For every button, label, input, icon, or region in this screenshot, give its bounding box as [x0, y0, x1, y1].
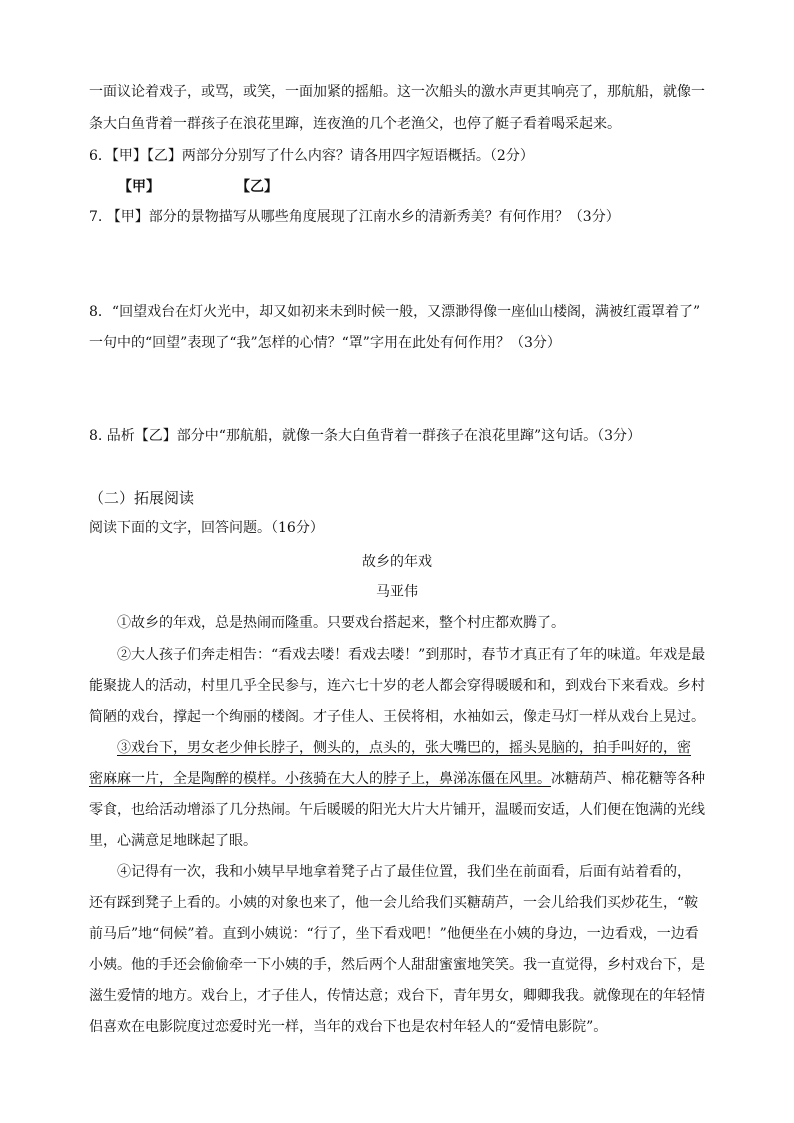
paragraph-4-line: 侣喜欢在电影院度过恋爱时光一样，当年的戏台下也是农村年轻人的“爱情电影院”。 — [89, 1019, 608, 1035]
question-text: 7. 【甲】部分的景物描写从哪些角度展现了江南水乡的清新秀美？有何作用？（3分） — [89, 209, 620, 225]
paragraph-4-line: 还有踩到凳子上看的。小姨的对象也来了，他一会儿给我们买糖葫芦，一会儿给我们买炒花生，“鞍 — [89, 895, 699, 911]
paragraph-1: ①故乡的年戏，总是热闹而隆重。只要戏台搭起来，整个村庄都欢腾了。 — [117, 615, 565, 631]
passage-line: 条大白鱼背着一群孩子在浪花里蹿，连夜渔的几个老渔父，也停了艇子看着喝采起来。 — [89, 116, 621, 132]
answer-label-yi: 【乙】 — [236, 179, 278, 195]
paragraph-3-line-underlined: ③戏台下，男女老少伸长脖子，侧头的，点头的，张大嘴巴的，摇头晃脑的，拍手叫好的，密 — [117, 740, 691, 756]
answer-label-jia: 【甲】 — [118, 179, 160, 195]
paragraph-3-line: 里，心满意足地眯起了眼。 — [89, 833, 257, 849]
paragraph-3-line — [89, 769, 705, 789]
section-heading: （二）拓展阅读 — [89, 489, 195, 507]
passage-line: 一面议论着戏子，或骂，或笑，一面加紧的摇船。这一次船头的激水声更其响亮了，那航船，就像一 — [89, 84, 705, 100]
paragraph-4-line: 滋生爱情的地方。戏台上，才子佳人，传情达意；戏台下，青年男女，卿卿我我。就像现在的年轻情 — [89, 988, 705, 1004]
paragraph-3-line: 零食，也给活动增添了几分热闹。午后暖暖的阳光大片大片铺开，温暖而安适，人们便在饱满的光线 — [89, 802, 705, 818]
section-instruction: 阅读下面的文字，回答问题。（16分） — [89, 520, 324, 536]
paragraph-4-line: ④记得有一次，我和小姨早早地拿着凳子占了最佳位置，我们坐在前面看，后面有站着看的， — [117, 864, 691, 880]
question-text: 8．“回望戏台在灯火光中，却又如初来未到时候一般，又漂渺得像一座仙山楼阁，满被红霞罩着了” — [89, 304, 701, 320]
article-title: 故乡的年戏 — [362, 554, 432, 570]
question-text: 一句中的“回望”表现了“我”怎样的心情？“罩”字用在此处有何作用？（3分） — [89, 335, 561, 351]
article-author: 马亚伟 — [376, 584, 418, 600]
plain-text: 冰糖葫芦、棉花糖等各种 — [551, 771, 705, 787]
paragraph-2-line: 能聚拢人的活动，村里几乎全民参与，连六七十岁的老人都会穿得暖暖和和，到戏台下来看戏。乡村 — [89, 678, 705, 694]
paragraph-2-line: ②大人孩子们奔走相告：“看戏去喽！看戏去喽！”到那时，春节才真正有了年的味道。年戏是最 — [117, 647, 706, 663]
paragraph-2-line: 简陋的戏台，撑起一个绚丽的楼阁。才子佳人、王侯将相，水袖如云，像走马灯一样从戏台上晃过。 — [89, 709, 705, 725]
paragraph-4-line: 小姨。他的手还会偷偷牵一下小姨的手，然后两个人甜甜蜜蜜地笑笑。我一直觉得，乡村戏台下，是 — [89, 957, 705, 973]
question-text: 8. 品析【乙】部分中“那航船，就像一条大白鱼背着一群孩子在浪花里蹿”这句话。（3分） — [89, 428, 642, 444]
underlined-text: 密麻麻一片，全是陶醉的模样。小孩骑在大人的脖子上，鼻涕冻僵在风里。 — [89, 771, 551, 787]
question-text: 6．【甲】【乙】两部分分别写了什么内容？请各用四字短语概括。（2分） — [89, 148, 534, 164]
paragraph-4-line: 前马后”地“伺候”着。直到小姨说：“行了，坐下看戏吧！”他便坐在小姨的身边，一边看戏，一边看 — [89, 926, 699, 942]
